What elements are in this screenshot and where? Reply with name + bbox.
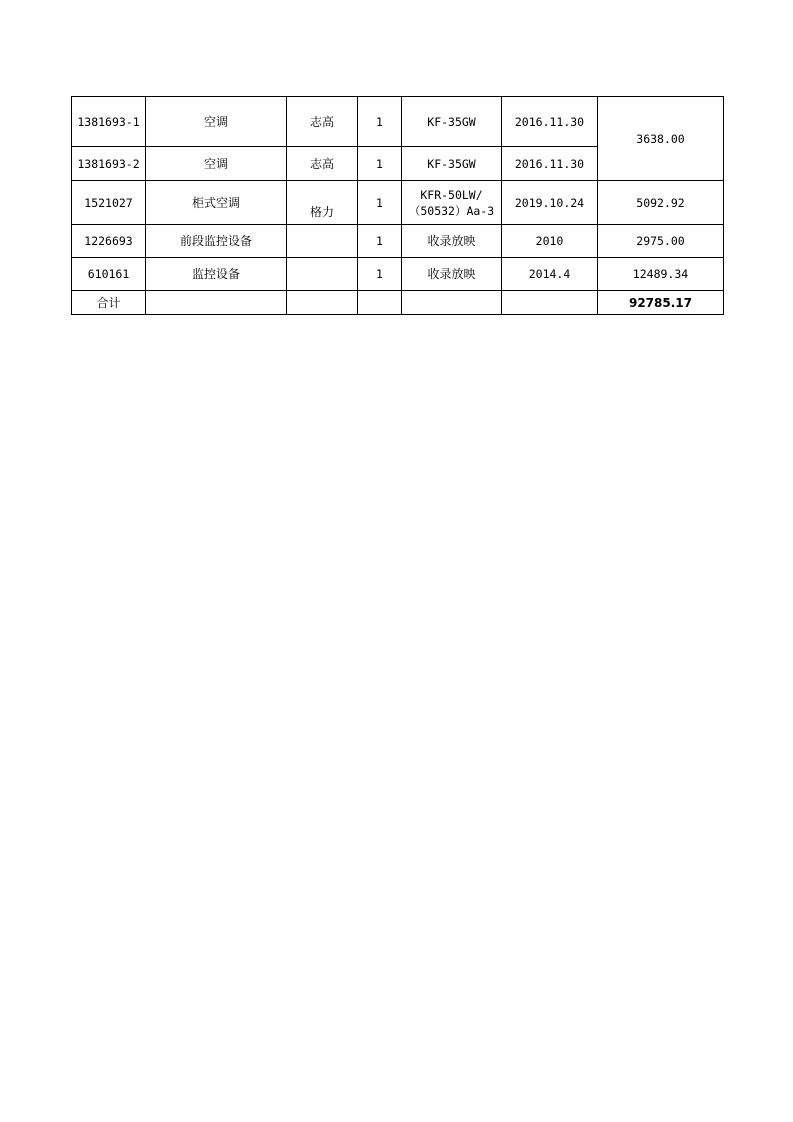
asset-date: 2014.4 <box>502 258 598 291</box>
asset-date: 2016.11.30 <box>502 147 598 181</box>
asset-brand: 志高 <box>287 97 358 147</box>
asset-name: 空调 <box>146 147 287 181</box>
total-label: 合计 <box>72 291 146 315</box>
asset-amount: 2975.00 <box>598 225 724 258</box>
asset-qty: 1 <box>358 181 402 225</box>
asset-model-line1: KFR-50LW/ <box>420 187 483 202</box>
asset-date: 2019.10.24 <box>502 181 598 225</box>
asset-table <box>71 96 724 315</box>
asset-qty: 1 <box>358 225 402 258</box>
asset-qty: 1 <box>358 97 402 147</box>
asset-code: 1226693 <box>72 225 146 258</box>
empty-cell <box>502 291 598 315</box>
table-row <box>72 225 724 258</box>
asset-brand <box>287 258 358 291</box>
asset-date: 2010 <box>502 225 598 258</box>
asset-code: 1521027 <box>72 181 146 225</box>
asset-model <box>402 181 502 225</box>
asset-model-line2: （50532）Aa-3 <box>408 203 495 218</box>
asset-model: 收录放映 <box>402 225 502 258</box>
asset-name: 柜式空调 <box>146 181 287 225</box>
table-row <box>72 97 724 147</box>
asset-code: 1381693-2 <box>72 147 146 181</box>
asset-code: 610161 <box>72 258 146 291</box>
asset-brand-text: 格力 <box>309 205 334 219</box>
asset-brand: 志高 <box>287 147 358 181</box>
total-row <box>72 291 724 315</box>
asset-qty: 1 <box>358 147 402 181</box>
asset-amount: 5092.92 <box>598 181 724 225</box>
asset-brand <box>287 225 358 258</box>
asset-name: 空调 <box>146 97 287 147</box>
asset-model: 收录放映 <box>402 258 502 291</box>
asset-brand <box>287 181 358 225</box>
empty-cell <box>358 291 402 315</box>
asset-code: 1381693-1 <box>72 97 146 147</box>
asset-qty: 1 <box>358 258 402 291</box>
asset-date: 2016.11.30 <box>502 97 598 147</box>
empty-cell <box>287 291 358 315</box>
asset-name: 监控设备 <box>146 258 287 291</box>
empty-cell <box>402 291 502 315</box>
total-amount: 92785.17 <box>598 291 724 315</box>
table-row <box>72 181 724 225</box>
table-row <box>72 258 724 291</box>
empty-cell <box>146 291 287 315</box>
asset-model: KF-35GW <box>402 147 502 181</box>
asset-name: 前段监控设备 <box>146 225 287 258</box>
asset-amount-merged: 3638.00 <box>598 97 724 181</box>
asset-model: KF-35GW <box>402 97 502 147</box>
asset-amount: 12489.34 <box>598 258 724 291</box>
